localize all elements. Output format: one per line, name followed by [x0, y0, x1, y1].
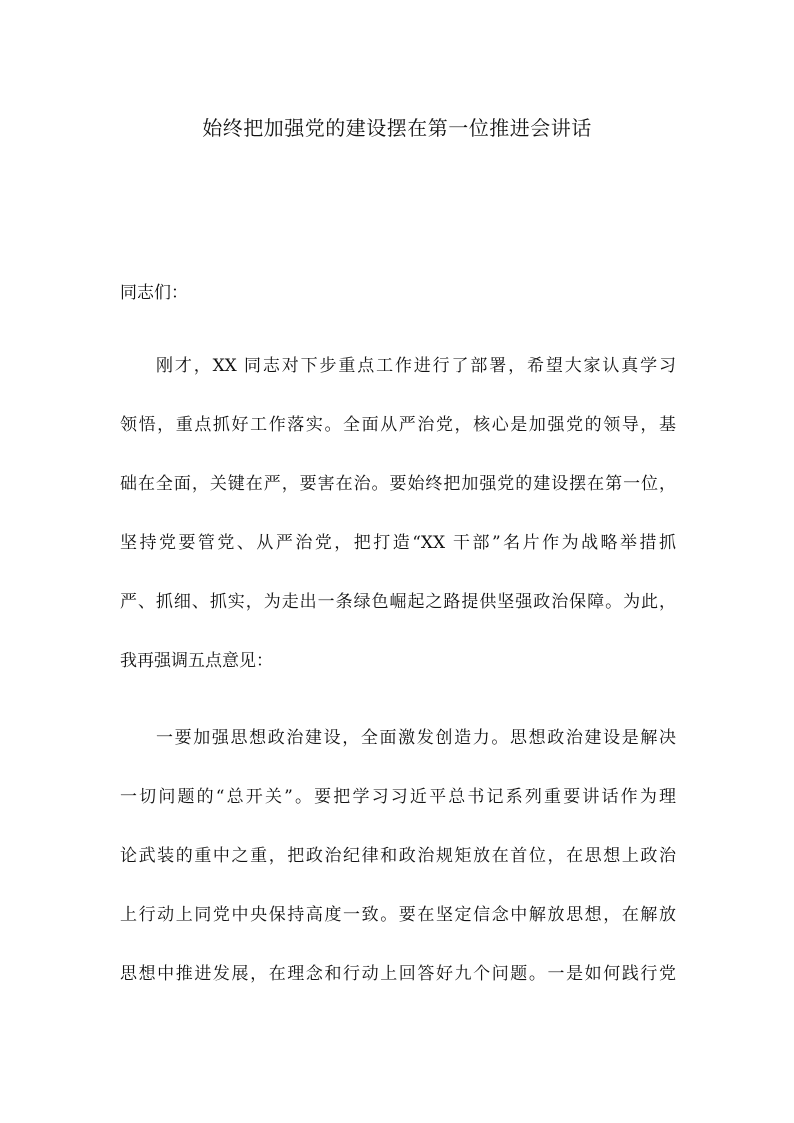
paragraph-line: 础在全面，关键在严，要害在治。要始终把加强党的建设摆在第一位，: [120, 474, 676, 494]
paragraph-line: 思想中推进发展，在理念和行动上回答好九个问题。一是如何践行党: [120, 964, 676, 984]
paragraph-line: 一切问题的“总开关”。要把学习习近平总书记系列重要讲话作为理: [120, 787, 676, 807]
paragraph-line: 刚才，XX 同志对下步重点工作进行了部署，希望大家认真学习: [156, 356, 676, 376]
paragraph-line: 领悟，重点抓好工作落实。全面从严治党，核心是加强党的领导，基: [120, 415, 676, 435]
paragraph-line: 坚持党要管党、从严治党，把打造“XX 干部”名片作为战略举措抓: [120, 533, 676, 553]
paragraph-line: 一要加强思想政治建设，全面激发创造力。思想政治建设是解决: [156, 728, 676, 748]
document-title: 始终把加强党的建设摆在第一位推进会讲话: [202, 116, 592, 140]
paragraph-line: 我再强调五点意见：: [120, 651, 273, 671]
document-body: [120, 264, 676, 1022]
salutation: 同志们：: [120, 283, 188, 303]
paragraph-2: [120, 709, 676, 1004]
paragraph-line: 上行动上同党中央保持高度一致。要在坚定信念中解放思想，在解放: [120, 905, 676, 925]
paragraph-line: 论武装的重中之重，把政治纪律和政治规矩放在首位，在思想上政治: [120, 846, 676, 866]
paragraph-1: [120, 337, 676, 691]
paragraph-line: 严、抓细、抓实，为走出一条绿色崛起之路提供坚强政治保障。为此，: [120, 592, 676, 612]
